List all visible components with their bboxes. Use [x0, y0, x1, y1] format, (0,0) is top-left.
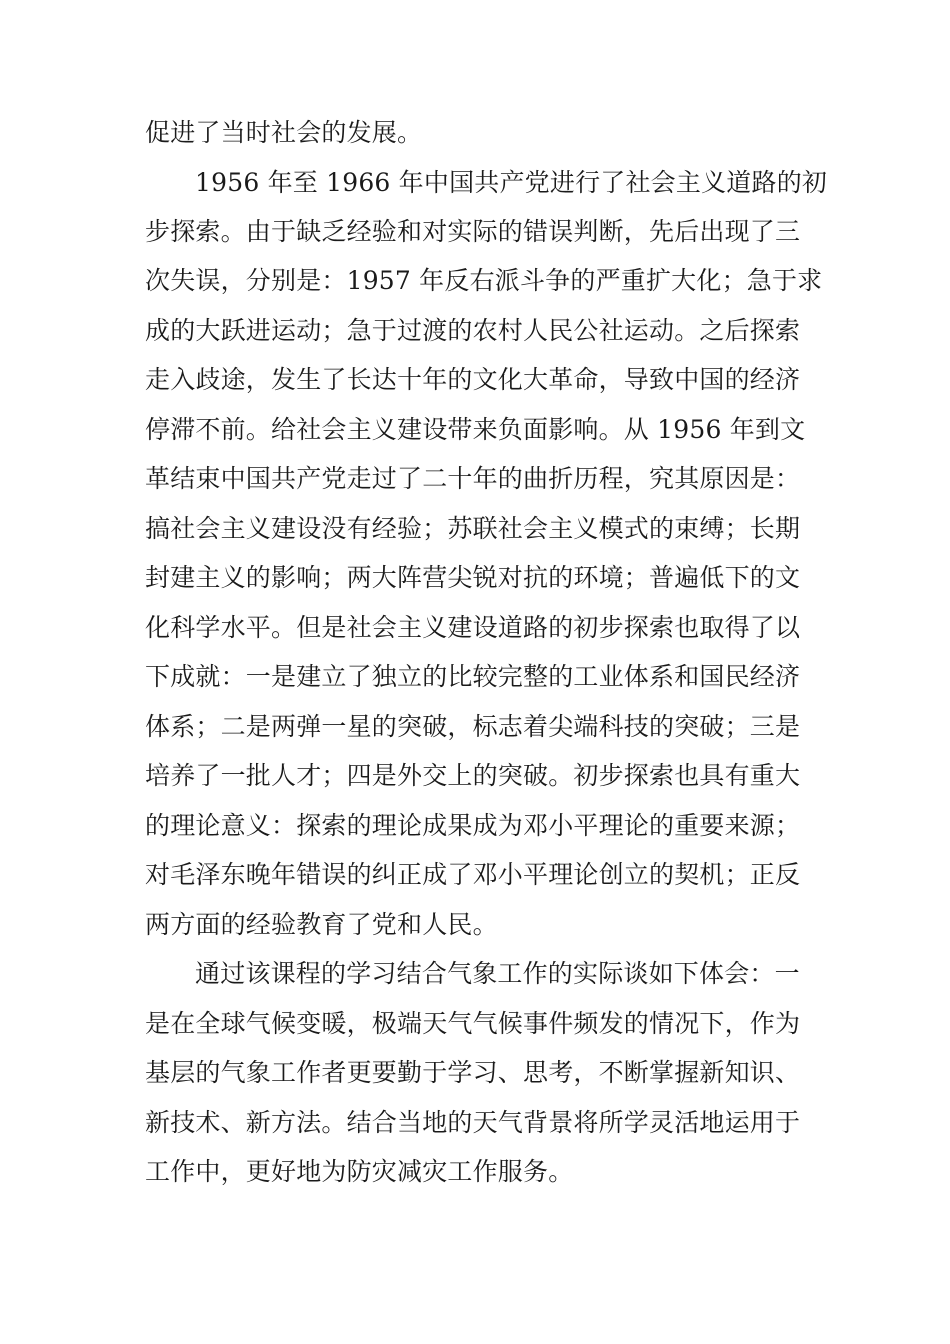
text-line: 对毛泽东晚年错误的纠正成了邓小平理论创立的契机；正反 [145, 860, 801, 889]
text-line: 培养了一批人才；四是外交上的突破。初步探索也具有重大 [145, 761, 801, 790]
text-line: 次失误，分别是：1957 年反右派斗争的严重扩大化；急于求 [145, 266, 823, 295]
text-line: 革结束中国共产党走过了二十年的曲折历程，究其原因是： [145, 464, 801, 493]
text-line: 停滞不前。给社会主义建设带来负面影响。从 1956 年到文 [145, 415, 806, 444]
text-line: 下成就：一是建立了独立的比较完整的工业体系和国民经济 [145, 662, 801, 691]
paragraph-start-line: 1956 年至 1966 年中国共产党进行了社会主义道路的初 [195, 168, 828, 197]
text-line: 是在全球气候变暖，极端天气气候事件频发的情况下，作为 [145, 1009, 801, 1038]
text-line: 基层的气象工作者更要勤于学习、思考，不断掌握新知识、 [145, 1058, 801, 1087]
text-line: 搞社会主义建设没有经验；苏联社会主义模式的束缚；长期 [145, 514, 801, 543]
text-line: 新技术、新方法。结合当地的天气背景将所学灵活地运用于 [145, 1108, 801, 1137]
text-line: 封建主义的影响；两大阵营尖锐对抗的环境；普遍低下的文 [145, 563, 801, 592]
text-line: 走入歧途，发生了长达十年的文化大革命，导致中国的经济 [145, 365, 801, 394]
text-line: 促进了当时社会的发展。 [145, 118, 423, 147]
text-line: 化科学水平。但是社会主义建设道路的初步探索也取得了以 [145, 613, 801, 642]
text-line: 步探索。由于缺乏经验和对实际的错误判断，先后出现了三 [145, 217, 801, 246]
text-line: 成的大跃进运动；急于过渡的农村人民公社运动。之后探索 [145, 316, 801, 345]
text-line: 工作中，更好地为防灾减灾工作服务。 [145, 1157, 574, 1186]
text-line: 体系；二是两弹一星的突破，标志着尖端科技的突破；三是 [145, 712, 801, 741]
text-line: 两方面的经验教育了党和人民。 [145, 910, 498, 939]
paragraph-start-line: 通过该课程的学习结合气象工作的实际谈如下体会：一 [195, 959, 800, 988]
text-line: 的理论意义：探索的理论成果成为邓小平理论的重要来源； [145, 811, 801, 840]
